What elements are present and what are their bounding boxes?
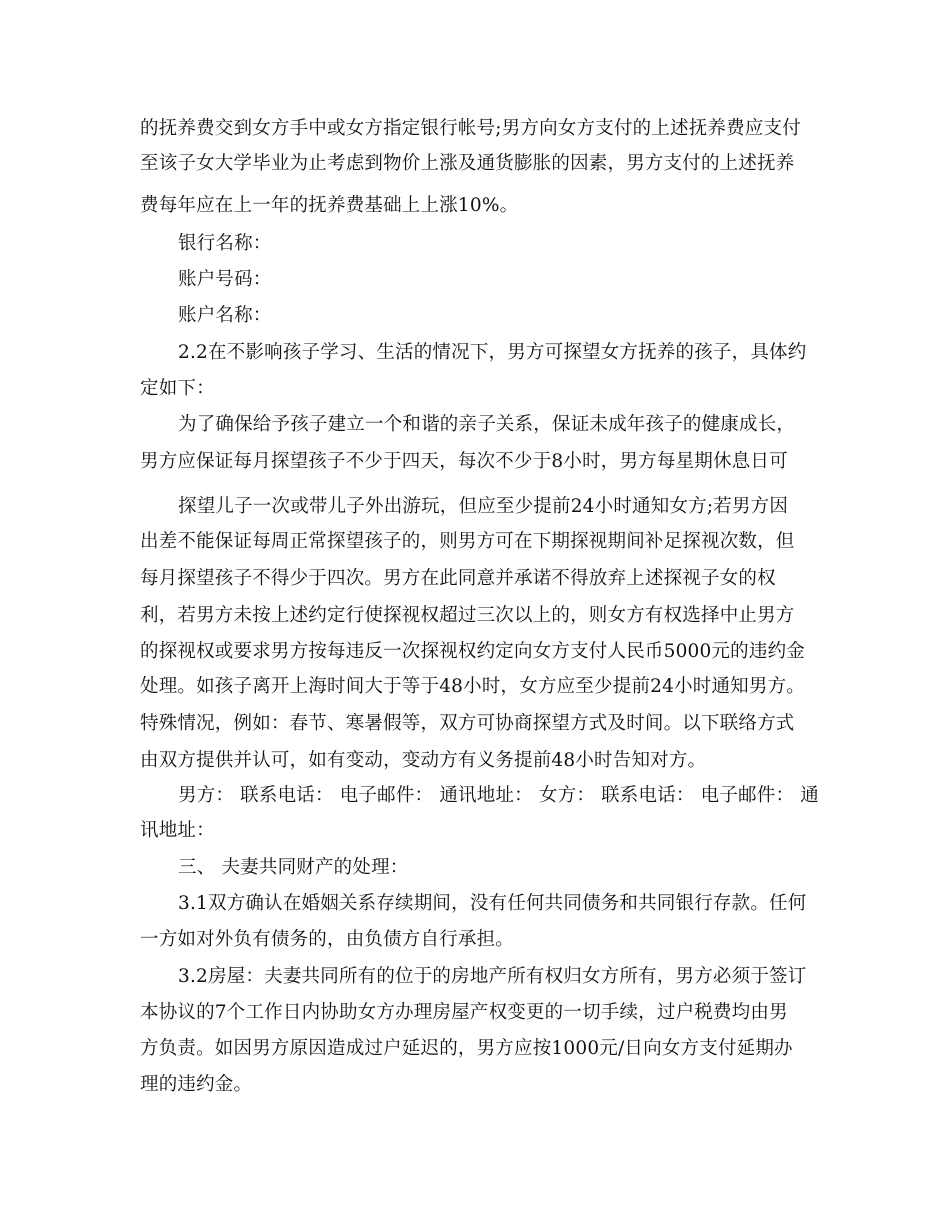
section-3-2-heading: 3.2房屋：夫妻共同所有的位于的房地产所有权归女方所有，男方必须于签订 <box>178 966 807 987</box>
text-line: 探望儿子一次或带儿子外出游玩，但应至少提前24小时通知女方;若男方因 <box>178 496 789 517</box>
text-line: 讯地址： <box>140 820 215 841</box>
text-line: 一方如对外负有债务的，由负债方自行承担。 <box>140 929 515 950</box>
text-line: 利，若男方未按上述约定行使探视权超过三次以上的，则女方有权选择中止男方 <box>140 605 795 626</box>
text-line: 费每年应在上一年的抚养费基础上上涨10%。 <box>140 195 519 216</box>
section-2-2-heading: 2.2在不影响孩子学习、生活的情况下，男方可探望女方抚养的孩子，具体约 <box>178 342 807 363</box>
contact-info-line: 男方： 联系电话： 电子邮件： 通讯地址： 女方： 联系电话： 电子邮件： 通 <box>178 785 819 806</box>
text-line: 的抚养费交到女方手中或女方指定银行帐号;男方向女方支付的上述抚养费应支付 <box>140 118 801 139</box>
text-line: 定如下： <box>140 378 215 399</box>
text-line: 理的违约金。 <box>140 1074 253 1095</box>
text-line: 出差不能保证每周正常探望孩子的，则男方可在下期探视期间补足探视次数，但 <box>140 531 795 552</box>
text-line: 的探视权或要求男方按每违反一次探视权约定向女方支付人民币5000元的违约金 <box>140 641 805 662</box>
text-line: 本协议的7个工作日内协助女方办理房屋产权变更的一切手续，过户税费均由男 <box>140 1002 788 1023</box>
text-line: 每月探望孩子不得少于四次。男方在此同意并承诺不得放弃上述探视子女的权 <box>140 568 776 589</box>
text-line: 至该子女大学毕业为止考虑到物价上涨及通货膨胀的因素，男方支付的上述抚养 <box>140 153 795 174</box>
account-number-label: 账户号码： <box>178 269 272 290</box>
text-line: 处理。如孩子离开上海时间大于等于48小时，女方应至少提前24小时通知男方。 <box>140 676 805 697</box>
section-3-1-heading: 3.1双方确认在婚姻关系存续期间，没有任何共同债务和共同银行存款。任何 <box>178 893 807 914</box>
text-line: 方负责。如因男方原因造成过户延迟的，男方应按1000元/日向女方支付延期办 <box>140 1038 793 1059</box>
section-3-heading: 三、 夫妻共同财产的处理： <box>178 857 409 878</box>
text-line: 为了确保给予孩子建立一个和谐的亲子关系，保证未成年孩子的健康成长， <box>178 414 796 435</box>
text-line: 由双方提供并认可，如有变动，变动方有义务提前48小时告知对方。 <box>140 750 707 771</box>
bank-name-label: 银行名称： <box>178 233 272 254</box>
text-line: 男方应保证每月探望孩子不少于四天，每次不少于8小时，男方每星期休息日可 <box>140 451 788 472</box>
account-name-label: 账户名称： <box>178 305 272 326</box>
text-line: 特殊情况，例如：春节、寒暑假等，双方可协商探望方式及时间。以下联络方式 <box>140 713 795 734</box>
